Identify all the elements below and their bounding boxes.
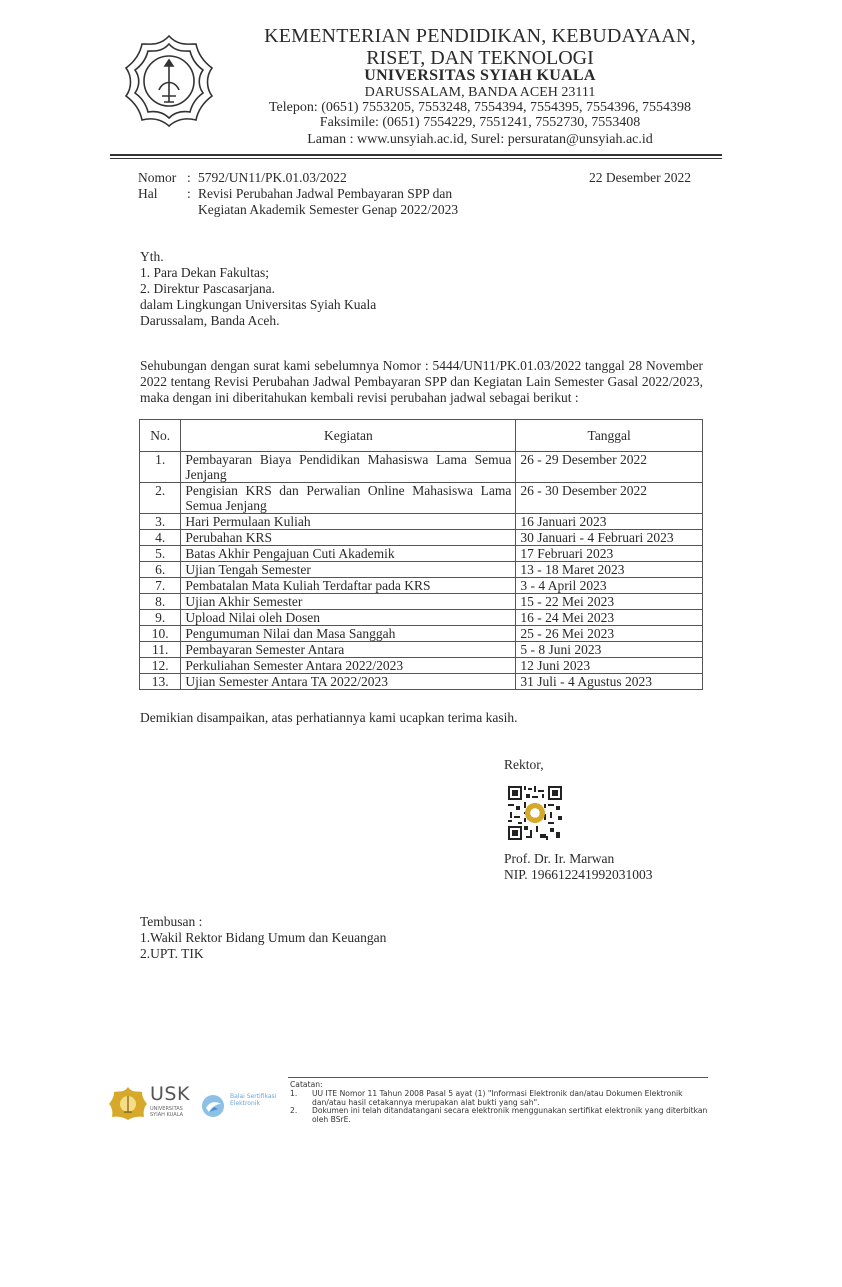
- row-tanggal: 13 - 18 Maret 2023: [516, 562, 703, 578]
- row-no: 12.: [140, 658, 181, 674]
- table-row: [140, 626, 703, 642]
- row-tanggal: 15 - 22 Mei 2023: [516, 594, 703, 610]
- signatory-name: Prof. Dr. Ir. Marwan: [504, 851, 615, 866]
- qr-code: [508, 786, 562, 840]
- row-kegiatan: Ujian Tengah Semester: [181, 562, 516, 578]
- footer-note-1-num: 1.: [290, 1089, 298, 1098]
- recipient-line2: 2. Direktur Pascasarjana.: [140, 281, 275, 296]
- website-line: Laman : www.unsyiah.ac.id, Surel: persuratan@unsyiah.ac.id: [307, 132, 653, 147]
- table-row: [140, 546, 703, 562]
- row-no: 10.: [140, 626, 181, 642]
- table-row: [140, 642, 703, 658]
- row-tanggal: 5 - 8 Juni 2023: [516, 642, 703, 658]
- row-tanggal: 17 Februari 2023: [516, 546, 703, 562]
- row-no: 4.: [140, 530, 181, 546]
- bsre-label: Balai Sertifikasi Elektronik: [230, 1093, 277, 1107]
- row-tanggal: 16 Januari 2023: [516, 514, 703, 530]
- row-tanggal: 16 - 24 Mei 2023: [516, 610, 703, 626]
- table-row: [140, 452, 703, 483]
- row-kegiatan: Pengisian KRS dan Perwalian Online Mahasiswa Lama Semua Jenjang: [181, 483, 516, 514]
- row-kegiatan: Pembatalan Mata Kuliah Terdaftar pada KRS: [181, 578, 516, 594]
- footer-note-2-text: Dokumen ini telah ditandatangani secara elektronik menggunakan sertifikat elektronik yang diterbitkan oleh BSrE.: [312, 1106, 708, 1124]
- header-no: No.: [140, 420, 181, 452]
- row-kegiatan: Ujian Semester Antara TA 2022/2023: [181, 674, 516, 690]
- row-no: 2.: [140, 483, 181, 514]
- hal-value-line2: Kegiatan Akademik Semester Genap 2022/2023: [198, 202, 459, 217]
- tembusan-item-1: 1.Wakil Rektor Bidang Umum dan Keuangan: [140, 930, 387, 945]
- table-row: [140, 562, 703, 578]
- row-no: 9.: [140, 610, 181, 626]
- telephone-line: Telepon: (0651) 7553205, 7553248, 7554394, 7554395, 7554396, 7554398: [268, 100, 692, 115]
- ministry-name-line2: RISET, DAN TEKNOLOGI: [366, 47, 594, 69]
- intro-paragraph: Sehubungan dengan surat kami sebelumnya Nomor : 5444/UN11/PK.01.03/2022 tanggal 28 November 2022 tentang Revisi Perubahan Jadwal Pembayaran SPP dan Kegiatan Lain Semester Gasal 2022/2023, maka dengan ini diberitahukan kembali revisi perubahan jadwal sebagai berikut :: [140, 358, 703, 405]
- signatory-nip: NIP. 196612241992031003: [504, 867, 653, 882]
- footer-note-2: [290, 1107, 710, 1125]
- usk-emblem-icon: [108, 1085, 148, 1121]
- hal-value-line1: Revisi Perubahan Jadwal Pembayaran SPP dan: [198, 186, 453, 201]
- footer-note-2-num: 2.: [290, 1106, 298, 1115]
- table-header-row: [140, 420, 703, 452]
- row-kegiatan: Pengumuman Nilai dan Masa Sanggah: [181, 626, 516, 642]
- row-kegiatan: Perubahan KRS: [181, 530, 516, 546]
- row-tanggal: 26 - 29 Desember 2022: [516, 452, 703, 483]
- row-no: 5.: [140, 546, 181, 562]
- row-no: 6.: [140, 562, 181, 578]
- row-no: 8.: [140, 594, 181, 610]
- university-name: UNIVERSITAS SYIAH KUALA: [364, 67, 596, 84]
- row-tanggal: 25 - 26 Mei 2023: [516, 626, 703, 642]
- nomor-value: 5792/UN11/PK.01.03/2022: [198, 170, 347, 185]
- row-tanggal: 31 Juli - 4 Agustus 2023: [516, 674, 703, 690]
- row-no: 7.: [140, 578, 181, 594]
- row-kegiatan: Pembayaran Biaya Pendidikan Mahasiswa Lama Semua Jenjang: [181, 452, 516, 483]
- ministry-name: KEMENTERIAN PENDIDIKAN, KEBUDAYAAN,: [264, 25, 696, 47]
- hal-label: Hal: [138, 186, 158, 201]
- header-divider-thin: [110, 158, 722, 159]
- table-row: [140, 578, 703, 594]
- table-row: [140, 483, 703, 514]
- footer-divider: [288, 1077, 708, 1078]
- footer-note-label: Catatan:: [290, 1080, 323, 1089]
- row-kegiatan: Perkuliahan Semester Antara 2022/2023: [181, 658, 516, 674]
- row-no: 1.: [140, 452, 181, 483]
- hal-colon: :: [187, 186, 191, 201]
- header-tanggal: Tanggal: [516, 420, 703, 452]
- row-tanggal: 3 - 4 April 2023: [516, 578, 703, 594]
- row-kegiatan: Batas Akhir Pengajuan Cuti Akademik: [181, 546, 516, 562]
- row-kegiatan: Ujian Akhir Semester: [181, 594, 516, 610]
- fax-line: Faksimile: (0651) 7554229, 7551241, 7552730, 7553408: [319, 115, 641, 130]
- row-kegiatan: Pembayaran Semester Antara: [181, 642, 516, 658]
- usk-subtitle: UNIVERSITAS SYIAH KUALA: [150, 1106, 184, 1118]
- letter-date: 22 Desember 2022: [589, 170, 691, 185]
- row-no: 11.: [140, 642, 181, 658]
- table-row: [140, 658, 703, 674]
- closing-paragraph: Demikian disampaikan, atas perhatiannya kami ucapkan terima kasih.: [140, 710, 518, 725]
- row-kegiatan: Upload Nilai oleh Dosen: [181, 610, 516, 626]
- header-divider-thick: [110, 154, 722, 156]
- row-tanggal: 26 - 30 Desember 2022: [516, 483, 703, 514]
- row-kegiatan: Hari Permulaan Kuliah: [181, 514, 516, 530]
- row-tanggal: 12 Juni 2023: [516, 658, 703, 674]
- bsre-logo-icon: [200, 1093, 226, 1119]
- signatory-title: Rektor,: [504, 757, 544, 772]
- hal-row: [0, 186, 842, 220]
- footer-note-1-text: UU ITE Nomor 11 Tahun 2008 Pasal 5 ayat (1) "Informasi Elektronik dan/atau Dokumen Elektronik dan/atau hasil cetakannya merupakan alat bukti yang sah".: [312, 1089, 683, 1107]
- nomor-label: Nomor: [138, 170, 177, 185]
- tembusan-label: Tembusan :: [140, 914, 203, 929]
- table-row: [140, 674, 703, 690]
- schedule-table: [139, 419, 703, 690]
- university-address: DARUSSALAM, BANDA ACEH 23111: [364, 85, 596, 100]
- row-no: 3.: [140, 514, 181, 530]
- nomor-colon: :: [187, 170, 191, 185]
- recipient-line1: 1. Para Dekan Fakultas;: [140, 265, 269, 280]
- tembusan-item-2: 2.UPT. TIK: [140, 946, 204, 961]
- header-kegiatan: Kegiatan: [181, 420, 516, 452]
- recipient-line3: dalam Lingkungan Universitas Syiah Kuala: [140, 297, 377, 312]
- recipient-yth: Yth.: [140, 249, 164, 264]
- table-row: [140, 610, 703, 626]
- row-no: 13.: [140, 674, 181, 690]
- table-row: [140, 594, 703, 610]
- row-tanggal: 30 Januari - 4 Februari 2023: [516, 530, 703, 546]
- recipient-line4: Darussalam, Banda Aceh.: [140, 313, 280, 328]
- table-row: [140, 514, 703, 530]
- table-row: [140, 530, 703, 546]
- usk-wordmark: USK: [150, 1083, 190, 1105]
